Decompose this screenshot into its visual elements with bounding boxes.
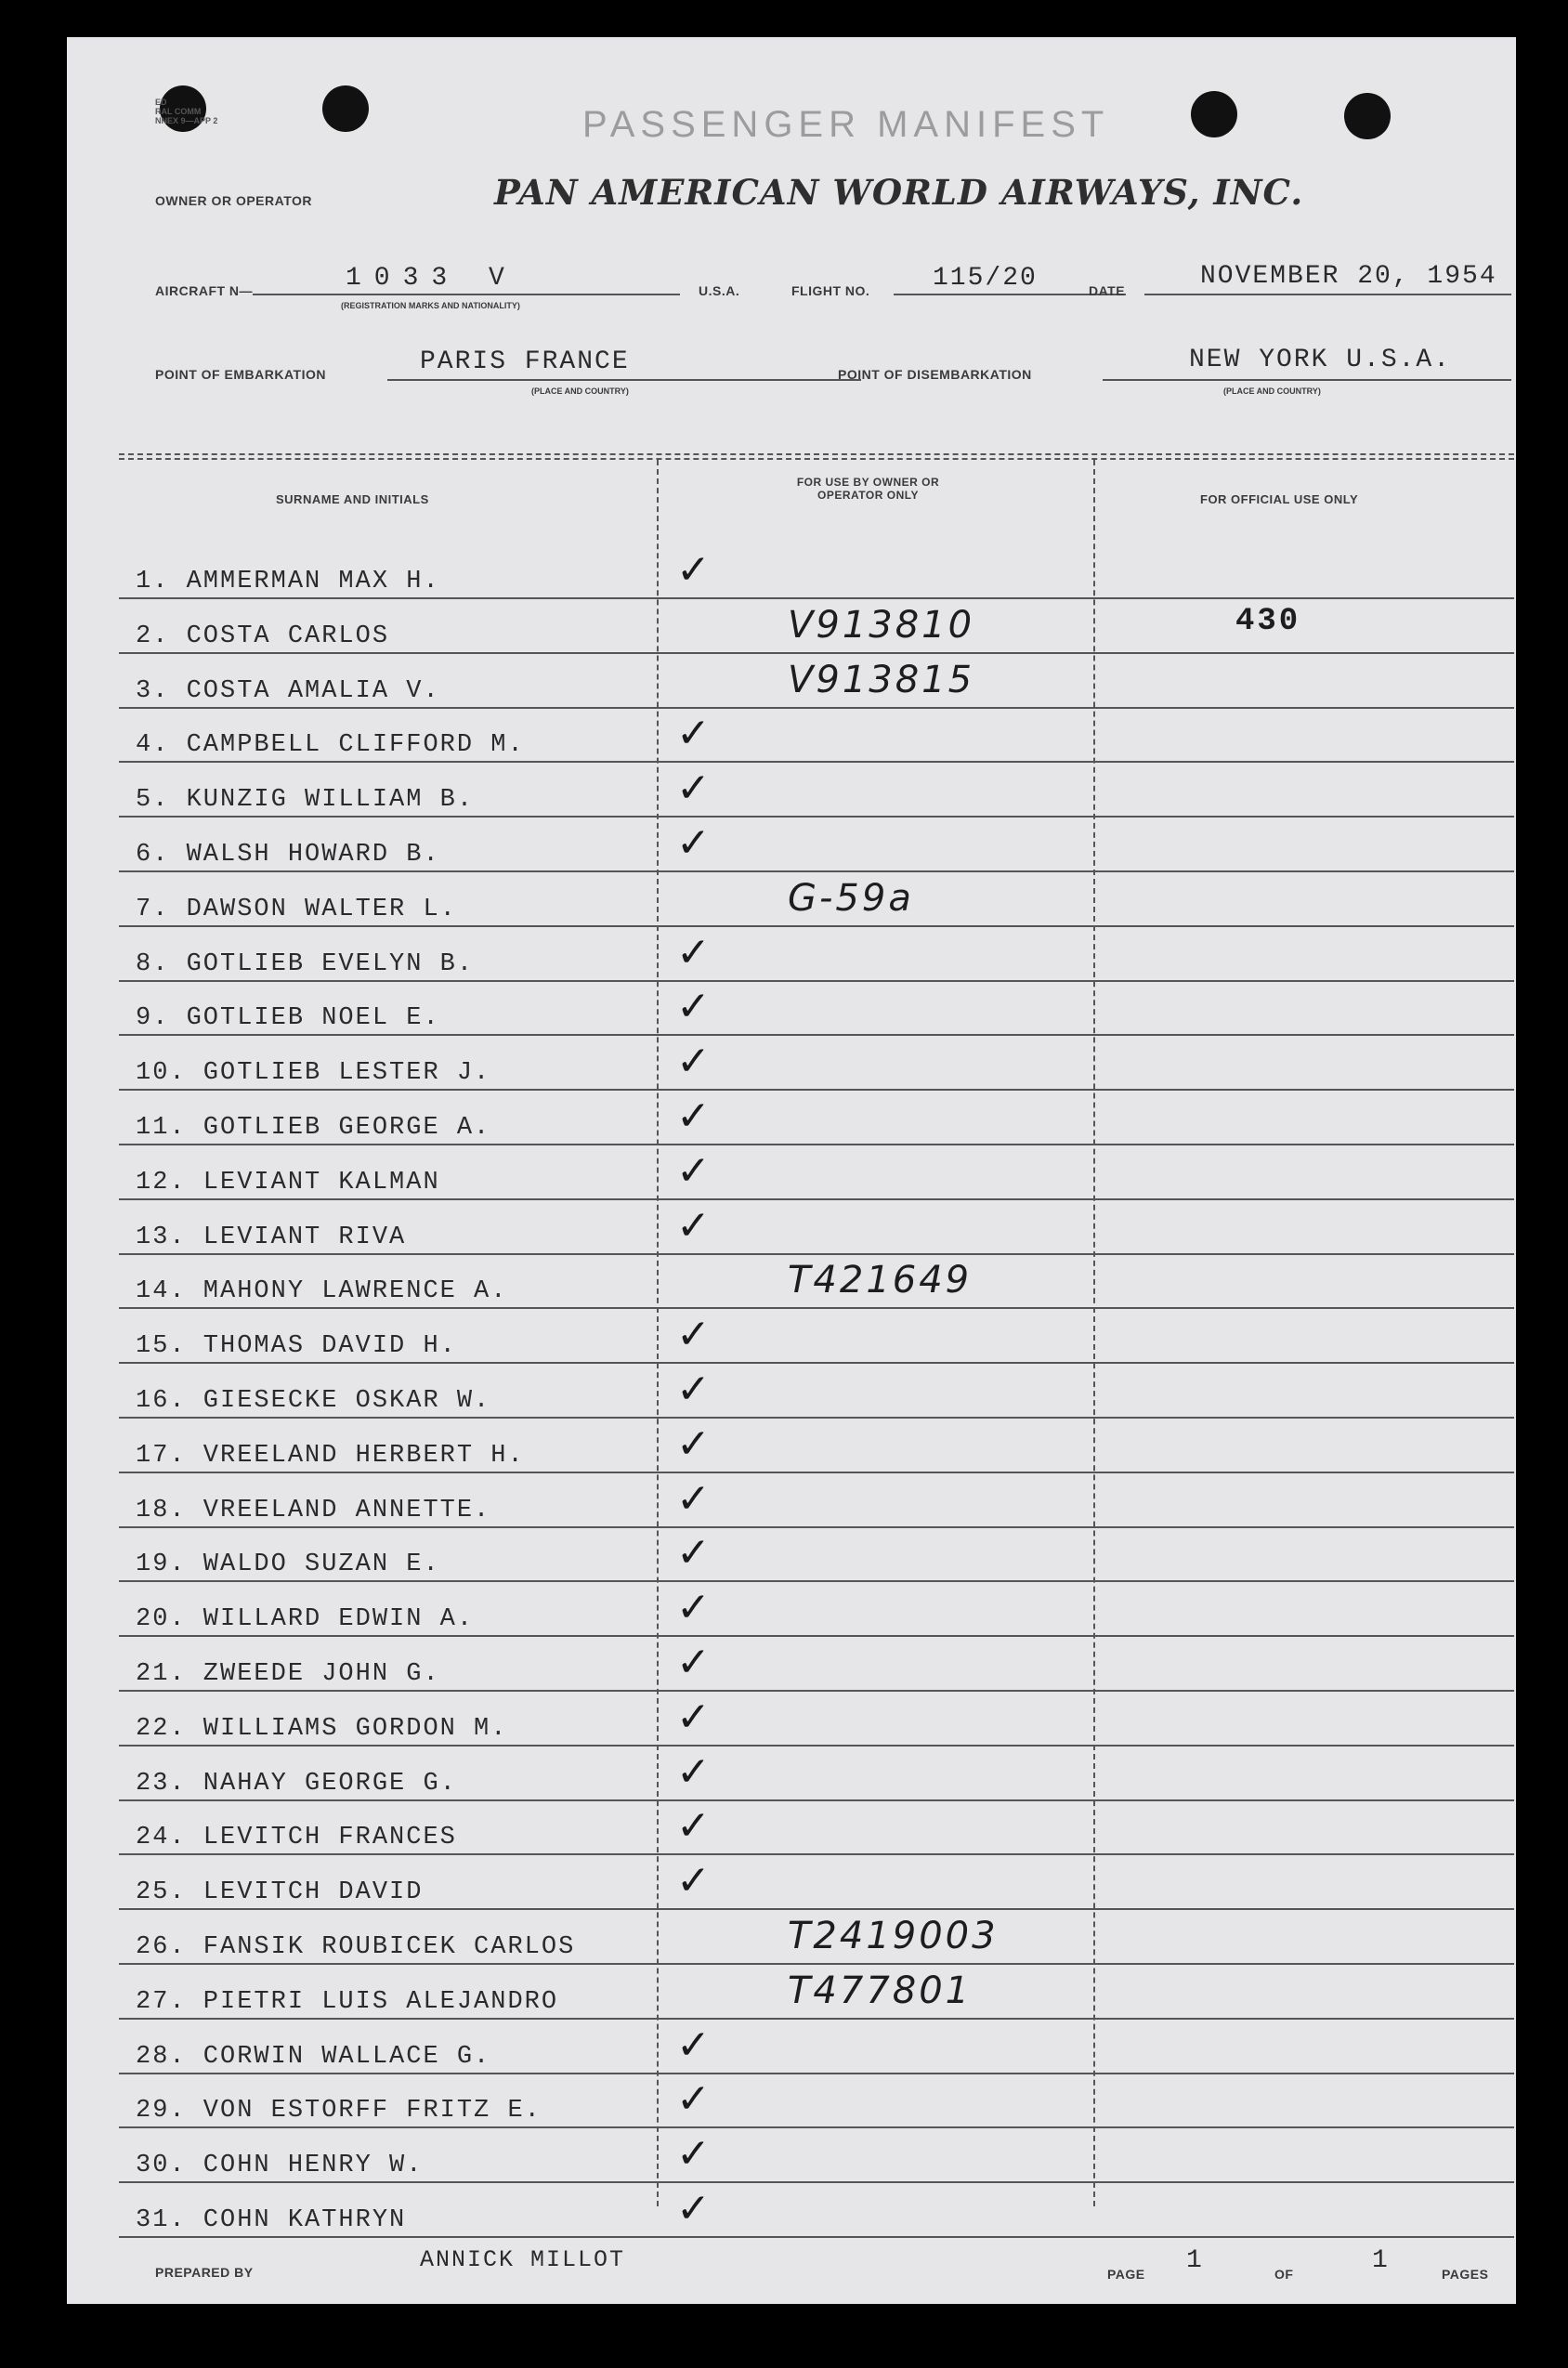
table-row <box>119 1691 1514 1747</box>
page-label: PAGE <box>1107 2267 1145 2282</box>
document-title: PASSENGER MANIFEST <box>582 104 1110 145</box>
checkmark-icon: ✓ <box>676 1747 711 1796</box>
of-label: OF <box>1274 2267 1294 2282</box>
embark-value: PARIS FRANCE <box>420 347 630 376</box>
passenger-name: 21. ZWEEDE JOHN G. <box>136 1660 440 1688</box>
checkmark-icon: ✓ <box>676 983 711 1031</box>
passenger-name: 23. NAHAY GEORGE G. <box>136 1769 457 1798</box>
embark-sublabel: (PLACE AND COUNTRY) <box>531 386 629 396</box>
prepared-value: ANNICK MILLOT <box>420 2246 626 2273</box>
of-value: 1 <box>1372 2246 1390 2275</box>
disembark-sublabel: (PLACE AND COUNTRY) <box>1223 386 1321 396</box>
disembark-label: POINT OF DISEMBARKATION <box>838 367 1032 382</box>
checkmark-icon: ✓ <box>676 1366 711 1413</box>
table-row <box>119 1253 1514 1309</box>
passenger-name: 13. LEVIANT RIVA <box>136 1223 407 1251</box>
checkmark-icon: ✓ <box>676 765 711 813</box>
passenger-name: 26. FANSIK ROUBICEK CARLOS <box>136 1933 576 1961</box>
passenger-name: 20. WILLARD EDWIN A. <box>136 1605 475 1634</box>
table-row <box>119 1090 1514 1145</box>
checkmark-icon: ✓ <box>676 1092 711 1140</box>
table-row <box>119 1472 1514 1528</box>
disembark-value: NEW YORK U.S.A. <box>1189 346 1452 374</box>
table-row <box>119 1199 1514 1255</box>
passenger-name: 29. VON ESTORFF FRITZ E. <box>136 2097 542 2126</box>
checkmark-icon: ✓ <box>676 1419 711 1468</box>
operator-note: V913815 <box>788 658 975 701</box>
passenger-name: 30. COHN HENRY W. <box>136 2152 424 2180</box>
manifest-sheet <box>67 37 1516 2304</box>
date-label: DATE <box>1089 283 1126 298</box>
passenger-name: 31. COHN KATHRYN <box>136 2206 407 2234</box>
table-row <box>119 1799 1514 1855</box>
passenger-name: 19. WALDO SUZAN E. <box>136 1550 440 1579</box>
prepared-label: PREPARED BY <box>155 2265 254 2280</box>
official-note: 430 <box>1235 604 1301 639</box>
table-row <box>119 1526 1514 1582</box>
flight-label: FLIGHT NO. <box>791 283 870 298</box>
table-row <box>119 1145 1514 1200</box>
checkmark-icon: ✓ <box>676 1857 711 1905</box>
operator-name: PAN AMERICAN WORLD AIRWAYS, INC. <box>494 172 1304 213</box>
table-row <box>119 653 1514 709</box>
passenger-name: 8. GOTLIEB EVELYN B. <box>136 949 475 978</box>
passenger-name: 16. GIESECKE OSKAR W. <box>136 1387 491 1415</box>
checkmark-icon: ✓ <box>676 1038 711 1086</box>
passenger-name: 9. GOTLIEB NOEL E. <box>136 1004 440 1033</box>
passenger-name: 25. LEVITCH DAVID <box>136 1878 424 1907</box>
table-row <box>119 2019 1514 2074</box>
passenger-name: 15. THOMAS DAVID H. <box>136 1332 457 1361</box>
date-value: NOVEMBER 20, 1954 <box>1200 262 1497 291</box>
table-row <box>119 707 1514 763</box>
table-row <box>119 1746 1514 1801</box>
passenger-name: 10. GOTLIEB LESTER J. <box>136 1059 491 1088</box>
operator-note: T477801 <box>788 1969 973 2012</box>
passenger-name: 12. LEVIANT KALMAN <box>136 1168 440 1197</box>
operator-note: T2419003 <box>788 1915 999 1957</box>
table-row <box>119 1964 1514 2020</box>
passenger-name: 17. VREELAND HERBERT H. <box>136 1441 525 1470</box>
punch-hole <box>1344 93 1391 139</box>
checkmark-icon: ✓ <box>676 1802 711 1851</box>
table-row <box>119 1363 1514 1419</box>
aircraft-value: 1033 V <box>346 264 517 293</box>
date-underline <box>1144 294 1511 295</box>
passenger-name: 11. GOTLIEB GEORGE A. <box>136 1114 491 1142</box>
table-row <box>119 598 1514 654</box>
table-row <box>119 1581 1514 1637</box>
checkmark-icon: ✓ <box>676 1584 711 1632</box>
table-row <box>119 980 1514 1036</box>
form-reference: ED RAL COMM NNEX 9—APP 2 <box>155 98 218 125</box>
page-value: 1 <box>1186 2246 1204 2275</box>
checkmark-icon: ✓ <box>676 2130 711 2178</box>
passenger-name: 4. CAMPBELL CLIFFORD M. <box>136 731 525 760</box>
table-row <box>119 871 1514 927</box>
checkmark-icon: ✓ <box>676 1201 711 1249</box>
table-row <box>119 1909 1514 1965</box>
table-row <box>119 1418 1514 1473</box>
aircraft-sublabel: (REGISTRATION MARKS AND NATIONALITY) <box>341 301 520 310</box>
table-row <box>119 762 1514 818</box>
table-row <box>119 543 1514 599</box>
checkmark-icon: ✓ <box>676 2021 711 2069</box>
disembark-underline <box>1103 379 1511 381</box>
embark-underline <box>387 379 861 381</box>
passenger-name: 24. LEVITCH FRANCES <box>136 1824 457 1852</box>
checkmark-icon: ✓ <box>676 1693 711 1741</box>
table-row <box>119 2127 1514 2183</box>
checkmark-icon: ✓ <box>676 1474 711 1523</box>
table-row <box>119 2182 1514 2238</box>
checkmark-icon: ✓ <box>676 928 711 976</box>
table-top-border <box>119 453 1514 460</box>
aircraft-underline <box>253 294 680 295</box>
col-header-operator: FOR USE BY OWNER OR OPERATOR ONLY <box>796 476 940 502</box>
pages-label: PAGES <box>1442 2267 1489 2282</box>
table-row <box>119 1308 1514 1364</box>
embark-label: POINT OF EMBARKATION <box>155 367 326 382</box>
checkmark-icon: ✓ <box>676 819 711 867</box>
passenger-name: 6. WALSH HOWARD B. <box>136 841 440 869</box>
checkmark-icon: ✓ <box>676 2075 711 2124</box>
passenger-name: 14. MAHONY LAWRENCE A. <box>136 1277 508 1306</box>
passenger-name: 22. WILLIAMS GORDON M. <box>136 1714 508 1743</box>
checkmark-icon: ✓ <box>676 546 711 594</box>
col-header-official: FOR OFFICIAL USE ONLY <box>1200 492 1359 506</box>
checkmark-icon: ✓ <box>676 1639 711 1686</box>
table-row <box>119 1636 1514 1692</box>
checkmark-icon: ✓ <box>676 710 711 758</box>
flight-value: 115/20 <box>933 264 1038 293</box>
checkmark-icon: ✓ <box>676 1146 711 1195</box>
table-row <box>119 1854 1514 1910</box>
owner-label: OWNER OR OPERATOR <box>155 193 312 208</box>
table-row <box>119 1035 1514 1091</box>
passenger-name: 18. VREELAND ANNETTE. <box>136 1496 491 1524</box>
passenger-name: 3. COSTA AMALIA V. <box>136 676 440 705</box>
col-header-surname: SURNAME AND INITIALS <box>276 492 429 506</box>
operator-note: T421649 <box>788 1259 973 1302</box>
operator-note: G-59a <box>788 876 914 920</box>
punch-hole <box>322 85 369 132</box>
passenger-name: 1. AMMERMAN MAX H. <box>136 568 440 595</box>
table-row <box>119 2073 1514 2128</box>
passenger-name: 27. PIETRI LUIS ALEJANDRO <box>136 1987 559 2016</box>
aircraft-label: AIRCRAFT N— <box>155 283 254 298</box>
passenger-name: 2. COSTA CARLOS <box>136 621 390 650</box>
punch-hole <box>1191 91 1237 137</box>
passenger-name: 5. KUNZIG WILLIAM B. <box>136 786 475 815</box>
passenger-name: 28. CORWIN WALLACE G. <box>136 2042 491 2071</box>
operator-note: V913810 <box>788 603 975 647</box>
table-row <box>119 817 1514 872</box>
passenger-name: 7. DAWSON WALTER L. <box>136 895 457 923</box>
table-row <box>119 926 1514 982</box>
checkmark-icon: ✓ <box>676 2185 711 2232</box>
checkmark-icon: ✓ <box>676 1529 711 1577</box>
checkmark-icon: ✓ <box>676 1311 711 1359</box>
aircraft-country: U.S.A. <box>699 283 740 298</box>
